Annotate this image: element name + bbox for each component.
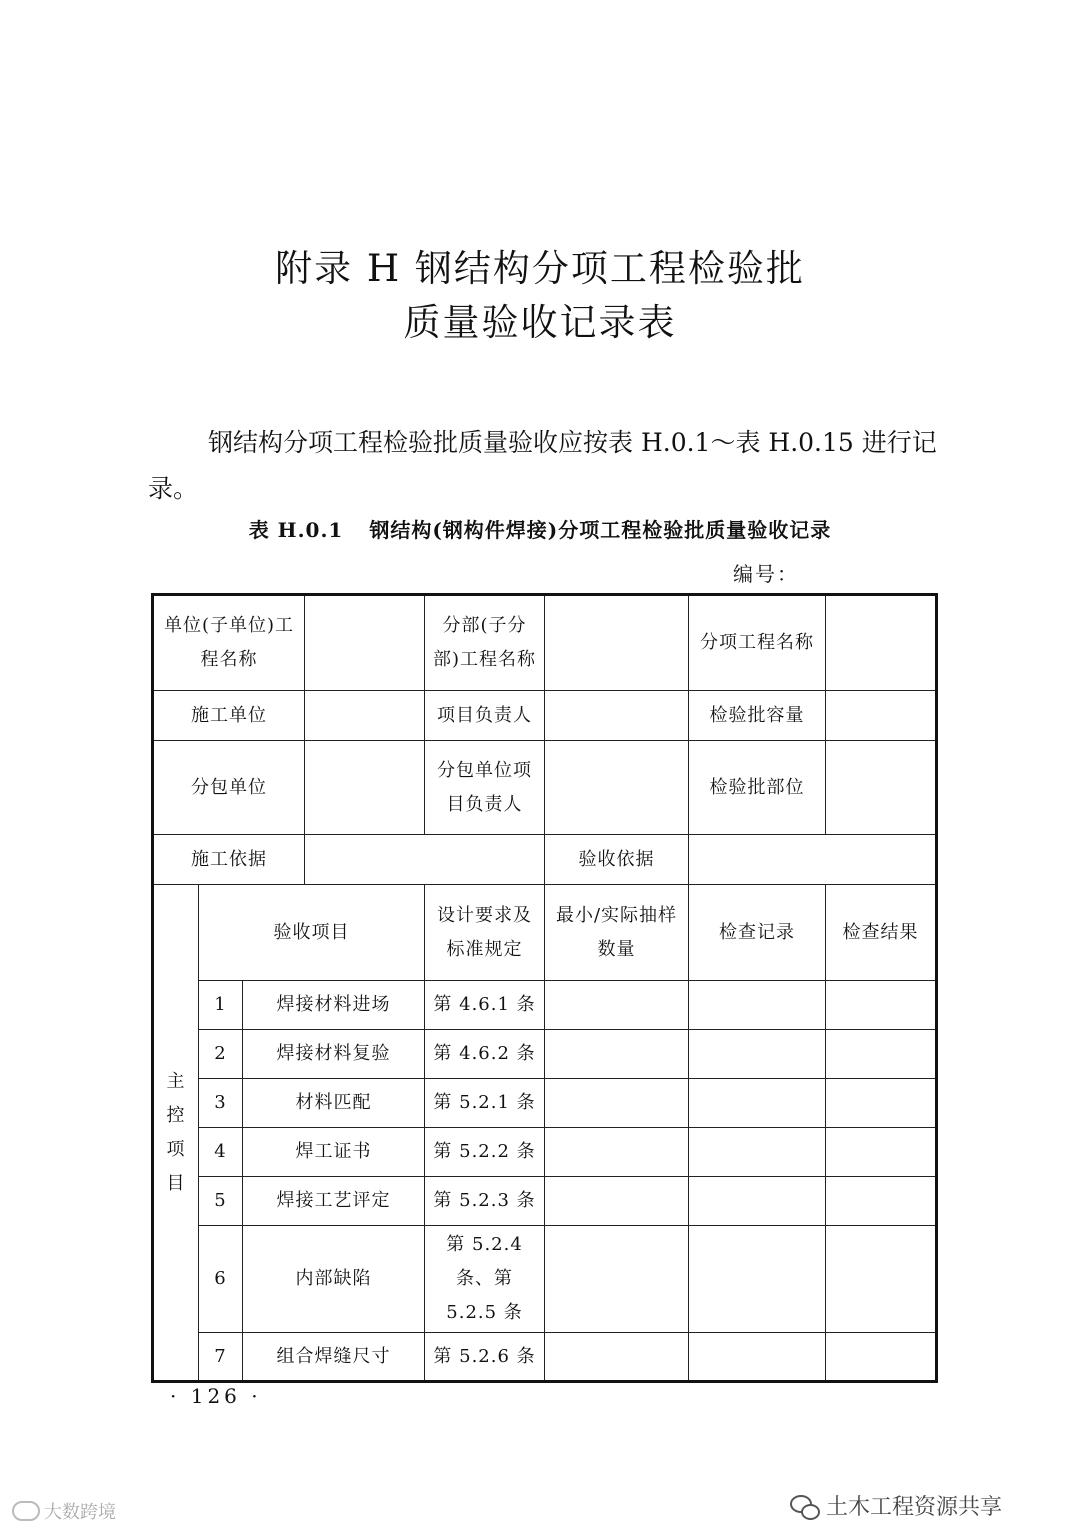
appendix-subtitle: 质量验收记录表	[403, 301, 677, 344]
row-record-value[interactable]	[689, 1333, 826, 1382]
watermark-right	[790, 1490, 1002, 1521]
table-row	[153, 691, 937, 741]
table-row	[153, 1079, 937, 1128]
row-result-value[interactable]	[826, 981, 937, 1030]
header-check-result: 检查结果	[826, 885, 937, 981]
header-item: 验收项目	[199, 885, 425, 981]
row-item-name: 组合焊缝尺寸	[243, 1333, 425, 1382]
row-item-name: 焊接工艺评定	[243, 1177, 425, 1226]
row-result-value[interactable]	[826, 1079, 937, 1128]
row-item-name: 材料匹配	[243, 1079, 425, 1128]
row-sample-value[interactable]	[545, 1177, 689, 1226]
row-clause: 第 4.6.2 条	[425, 1030, 545, 1079]
row-record-value[interactable]	[689, 1079, 826, 1128]
table-code: 表 H.0.1	[248, 518, 344, 542]
row-item-name: 焊接材料复验	[243, 1030, 425, 1079]
header-design-requirement: 设计要求及标准规定	[425, 885, 545, 981]
watermark-left-text: 大数跨境	[44, 1502, 116, 1523]
row-clause: 第 5.2.3 条	[425, 1177, 545, 1226]
division-name-value[interactable]	[545, 595, 689, 691]
row-result-value[interactable]	[826, 1333, 937, 1382]
table-row	[153, 1128, 937, 1177]
project-manager-label: 项目负责人	[425, 691, 545, 741]
subcontractor-value[interactable]	[305, 741, 425, 835]
row-number: 1	[199, 981, 243, 1030]
row-result-value[interactable]	[826, 1226, 937, 1333]
wechat-icon	[790, 1493, 820, 1519]
row-clause: 第 4.6.1 条	[425, 981, 545, 1030]
construction-basis-value[interactable]	[305, 835, 545, 885]
row-sample-value[interactable]	[545, 1079, 689, 1128]
table-caption	[0, 514, 1080, 543]
acceptance-record-table	[151, 593, 938, 1383]
row-result-value[interactable]	[826, 1177, 937, 1226]
row-record-value[interactable]	[689, 1177, 826, 1226]
row-item-name: 焊接材料进场	[243, 981, 425, 1030]
division-name-label: 分部(子分部)工程名称	[425, 595, 545, 691]
row-number: 6	[199, 1226, 243, 1333]
table-row	[153, 595, 937, 691]
acceptance-basis-label: 验收依据	[545, 835, 689, 885]
row-clause: 第 5.2.1 条	[425, 1079, 545, 1128]
table-row	[153, 1030, 937, 1079]
row-clause: 第 5.2.2 条	[425, 1128, 545, 1177]
subitem-name-label: 分项工程名称	[689, 595, 826, 691]
table-row	[153, 1226, 937, 1333]
construction-basis-label: 施工依据	[153, 835, 305, 885]
row-item-name: 内部缺陷	[243, 1226, 425, 1333]
row-sample-value[interactable]	[545, 1333, 689, 1382]
row-record-value[interactable]	[689, 1226, 826, 1333]
table-row	[153, 981, 937, 1030]
main-control-items-label: 主 控 项 目	[153, 885, 199, 1382]
row-number: 5	[199, 1177, 243, 1226]
watermark-left	[12, 1498, 116, 1524]
subcontractor-manager-label: 分包单位项目负责人	[425, 741, 545, 835]
unit-name-value[interactable]	[305, 595, 425, 691]
row-number: 4	[199, 1128, 243, 1177]
batch-capacity-label: 检验批容量	[689, 691, 826, 741]
row-record-value[interactable]	[689, 981, 826, 1030]
header-row	[153, 885, 937, 981]
batch-location-label: 检验批部位	[689, 741, 826, 835]
row-number: 2	[199, 1030, 243, 1079]
header-sample-count: 最小/实际抽样数量	[545, 885, 689, 981]
table-row	[153, 1333, 937, 1382]
watermark-right-text: 土木工程资源共享	[826, 1495, 1003, 1520]
row-number: 7	[199, 1333, 243, 1382]
row-clause: 第 5.2.4 条、第 5.2.5 条	[425, 1226, 545, 1333]
construction-unit-label: 施工单位	[153, 691, 305, 741]
row-sample-value[interactable]	[545, 981, 689, 1030]
page-number: · 126 ·	[170, 1384, 262, 1408]
subcontractor-label: 分包单位	[153, 741, 305, 835]
acceptance-basis-value[interactable]	[689, 835, 937, 885]
row-clause: 第 5.2.6 条	[425, 1333, 545, 1382]
table-caption-text: 钢结构(钢构件焊接)分项工程检验批质量验收记录	[369, 518, 832, 542]
row-sample-value[interactable]	[545, 1128, 689, 1177]
table-row	[153, 835, 937, 885]
table-row	[153, 741, 937, 835]
table-row	[153, 1177, 937, 1226]
row-record-value[interactable]	[689, 1030, 826, 1079]
batch-location-value[interactable]	[826, 741, 937, 835]
row-result-value[interactable]	[826, 1128, 937, 1177]
row-record-value[interactable]	[689, 1128, 826, 1177]
intro-paragraph: 钢结构分项工程检验批质量验收应按表 H.0.1～表 H.0.15 进行记录。	[148, 428, 937, 503]
header-check-record: 检查记录	[689, 885, 826, 981]
batch-capacity-value[interactable]	[826, 691, 937, 741]
subitem-name-value[interactable]	[826, 595, 937, 691]
subcontractor-manager-value[interactable]	[545, 741, 689, 835]
row-result-value[interactable]	[826, 1030, 937, 1079]
unit-name-label: 单位(子单位)工程名称	[153, 595, 305, 691]
appendix-title: 附录 H 钢结构分项工程检验批	[275, 247, 805, 290]
row-sample-value[interactable]	[545, 1226, 689, 1333]
row-item-name: 焊工证书	[243, 1128, 425, 1177]
construction-unit-value[interactable]	[305, 691, 425, 741]
number-label: 编号：	[733, 562, 799, 586]
project-manager-value[interactable]	[545, 691, 689, 741]
row-number: 3	[199, 1079, 243, 1128]
row-sample-value[interactable]	[545, 1030, 689, 1079]
loop-logo-icon	[12, 1501, 40, 1521]
